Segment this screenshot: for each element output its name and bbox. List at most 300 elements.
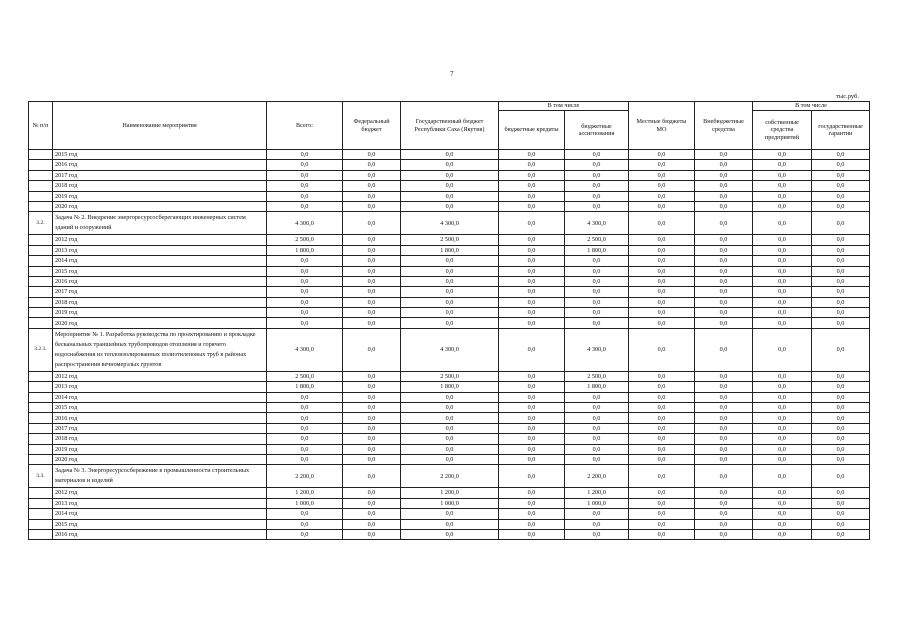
value-cell: 0,0: [343, 201, 401, 211]
value-cell: 0,0: [695, 519, 753, 529]
value-cell: 0,0: [629, 403, 695, 413]
value-cell: 0,0: [753, 276, 812, 286]
value-cell: 0,0: [695, 170, 753, 180]
row-number: [29, 382, 53, 392]
row-number: [29, 403, 53, 413]
value-cell: 0,0: [812, 519, 870, 529]
table-row: [29, 287, 870, 297]
value-cell: 0,0: [695, 235, 753, 245]
value-cell: 0,0: [695, 212, 753, 235]
row-number: [29, 266, 53, 276]
value-cell: 0,0: [753, 413, 812, 423]
row-number: [29, 245, 53, 255]
value-cell: 0,0: [565, 519, 629, 529]
value-cell: 0,0: [401, 444, 499, 454]
value-cell: 0,0: [629, 297, 695, 307]
value-cell: 0,0: [753, 488, 812, 498]
value-cell: 0,0: [565, 308, 629, 318]
row-name: 2014 год: [53, 256, 267, 266]
value-cell: 0,0: [753, 328, 812, 371]
value-cell: 0,0: [499, 245, 565, 255]
value-cell: 0,0: [629, 308, 695, 318]
table-row: [29, 488, 870, 498]
value-cell: 0,0: [343, 318, 401, 328]
value-cell: 0,0: [499, 403, 565, 413]
value-cell: 0,0: [812, 403, 870, 413]
value-cell: 0,0: [695, 318, 753, 328]
value-cell: 0,0: [343, 382, 401, 392]
header-republic: Государственный бюджет Республики Саха (Якутия): [401, 102, 499, 150]
row-name: 2019 год: [53, 191, 267, 201]
table-row: [29, 201, 870, 211]
value-cell: 0,0: [343, 235, 401, 245]
row-name: 2016 год: [53, 276, 267, 286]
value-cell: 0,0: [565, 529, 629, 539]
value-cell: 1 800,0: [565, 382, 629, 392]
value-cell: 0,0: [753, 201, 812, 211]
value-cell: 0,0: [499, 266, 565, 276]
value-cell: 0,0: [753, 403, 812, 413]
value-cell: 0,0: [499, 276, 565, 286]
value-cell: 0,0: [629, 423, 695, 433]
value-cell: 0,0: [753, 444, 812, 454]
row-number: [29, 509, 53, 519]
value-cell: 0,0: [401, 403, 499, 413]
value-cell: 2 500,0: [401, 235, 499, 245]
value-cell: 0,0: [812, 191, 870, 201]
value-cell: 0,0: [267, 423, 343, 433]
row-number: [29, 297, 53, 307]
value-cell: 0,0: [753, 297, 812, 307]
value-cell: 0,0: [401, 170, 499, 180]
value-cell: 0,0: [812, 529, 870, 539]
row-number: [29, 191, 53, 201]
table-row: [29, 371, 870, 381]
value-cell: 0,0: [499, 498, 565, 508]
value-cell: 0,0: [499, 423, 565, 433]
table-row: [29, 434, 870, 444]
table-row: [29, 403, 870, 413]
value-cell: 0,0: [812, 256, 870, 266]
value-cell: 2 500,0: [267, 371, 343, 381]
header-allocations: бюджетные ассигнования: [565, 111, 629, 150]
value-cell: 0,0: [629, 465, 695, 488]
value-cell: 0,0: [343, 498, 401, 508]
value-cell: 0,0: [565, 266, 629, 276]
header-credits: бюджетные кредиты: [499, 111, 565, 150]
value-cell: 1 800,0: [401, 245, 499, 255]
value-cell: 0,0: [629, 413, 695, 423]
value-cell: 0,0: [401, 423, 499, 433]
value-cell: 0,0: [753, 170, 812, 180]
value-cell: 0,0: [267, 454, 343, 464]
header-including-1: В том числе: [499, 102, 629, 111]
row-name: 2020 год: [53, 454, 267, 464]
row-name: 2013 год: [53, 245, 267, 255]
value-cell: 0,0: [267, 170, 343, 180]
table-row: [29, 150, 870, 160]
value-cell: 0,0: [343, 371, 401, 381]
value-cell: 1 000,0: [267, 498, 343, 508]
value-cell: 0,0: [812, 454, 870, 464]
value-cell: 0,0: [565, 297, 629, 307]
value-cell: 0,0: [753, 434, 812, 444]
value-cell: 0,0: [343, 465, 401, 488]
table-row: [29, 245, 870, 255]
value-cell: 0,0: [812, 235, 870, 245]
table-row: [29, 382, 870, 392]
value-cell: 0,0: [695, 444, 753, 454]
value-cell: 0,0: [343, 150, 401, 160]
row-number: [29, 287, 53, 297]
value-cell: 0,0: [267, 201, 343, 211]
row-name: 2015 год: [53, 403, 267, 413]
value-cell: 0,0: [753, 308, 812, 318]
value-cell: 0,0: [753, 519, 812, 529]
value-cell: 4 300,0: [565, 212, 629, 235]
value-cell: 0,0: [267, 318, 343, 328]
table-row: [29, 529, 870, 539]
value-cell: 0,0: [499, 297, 565, 307]
value-cell: 0,0: [343, 392, 401, 402]
value-cell: 0,0: [695, 509, 753, 519]
value-cell: 0,0: [812, 413, 870, 423]
row-name: 2014 год: [53, 509, 267, 519]
table-row: [29, 498, 870, 508]
row-number: 3.3.: [29, 465, 53, 488]
value-cell: 0,0: [812, 201, 870, 211]
value-cell: 0,0: [753, 212, 812, 235]
value-cell: 0,0: [401, 454, 499, 464]
value-cell: 0,0: [695, 392, 753, 402]
value-cell: 0,0: [812, 392, 870, 402]
value-cell: 0,0: [812, 212, 870, 235]
value-cell: 0,0: [499, 519, 565, 529]
table-row: [29, 181, 870, 191]
row-number: [29, 170, 53, 180]
table-row: [29, 191, 870, 201]
value-cell: 0,0: [343, 160, 401, 170]
value-cell: 0,0: [499, 454, 565, 464]
header-federal: Федеральный бюджет: [343, 102, 401, 150]
value-cell: 0,0: [565, 444, 629, 454]
row-number: [29, 256, 53, 266]
row-name: 2015 год: [53, 266, 267, 276]
value-cell: 0,0: [565, 434, 629, 444]
value-cell: 0,0: [267, 181, 343, 191]
value-cell: 0,0: [565, 160, 629, 170]
value-cell: 0,0: [629, 434, 695, 444]
value-cell: 0,0: [565, 454, 629, 464]
value-cell: 0,0: [753, 160, 812, 170]
value-cell: 0,0: [812, 371, 870, 381]
value-cell: 0,0: [343, 191, 401, 201]
value-cell: 0,0: [753, 465, 812, 488]
value-cell: 1 000,0: [565, 498, 629, 508]
value-cell: 0,0: [695, 287, 753, 297]
row-name: Задача № 3. Энергоресурсосбережение в промышленности строительных материалов и изделий: [53, 465, 267, 488]
value-cell: 0,0: [401, 191, 499, 201]
table-row: [29, 318, 870, 328]
value-cell: 0,0: [343, 308, 401, 318]
row-number: 3.2.: [29, 212, 53, 235]
table-row: [29, 509, 870, 519]
value-cell: 0,0: [565, 318, 629, 328]
value-cell: 0,0: [812, 509, 870, 519]
row-number: [29, 423, 53, 433]
value-cell: 4 300,0: [401, 328, 499, 371]
value-cell: 0,0: [499, 318, 565, 328]
value-cell: 0,0: [267, 256, 343, 266]
value-cell: 0,0: [812, 150, 870, 160]
table-row: [29, 276, 870, 286]
value-cell: 0,0: [812, 181, 870, 191]
value-cell: 0,0: [267, 392, 343, 402]
value-cell: 0,0: [753, 392, 812, 402]
value-cell: 0,0: [753, 371, 812, 381]
table-body: [29, 150, 870, 540]
value-cell: 0,0: [629, 191, 695, 201]
value-cell: 0,0: [499, 509, 565, 519]
value-cell: 0,0: [401, 276, 499, 286]
row-name: 2014 год: [53, 392, 267, 402]
value-cell: 0,0: [695, 465, 753, 488]
value-cell: 0,0: [753, 509, 812, 519]
value-cell: 1 000,0: [401, 498, 499, 508]
row-number: 3.2.1.: [29, 328, 53, 371]
value-cell: 0,0: [343, 276, 401, 286]
value-cell: 4 300,0: [267, 328, 343, 371]
table-row: [29, 423, 870, 433]
row-name: Задача № 2. Внедрение энергоресурсосберегающих инженерных систем зданий и сооружений: [53, 212, 267, 235]
value-cell: 0,0: [812, 328, 870, 371]
value-cell: 0,0: [753, 245, 812, 255]
value-cell: 0,0: [343, 509, 401, 519]
value-cell: 0,0: [812, 245, 870, 255]
task-row: [29, 212, 870, 235]
value-cell: 0,0: [695, 201, 753, 211]
table-row: [29, 392, 870, 402]
value-cell: 0,0: [267, 529, 343, 539]
value-cell: 0,0: [499, 181, 565, 191]
value-cell: 0,0: [267, 297, 343, 307]
table-row: [29, 235, 870, 245]
value-cell: 0,0: [753, 256, 812, 266]
row-name: 2019 год: [53, 444, 267, 454]
value-cell: 0,0: [629, 519, 695, 529]
value-cell: 0,0: [499, 413, 565, 423]
value-cell: 0,0: [812, 287, 870, 297]
value-cell: 2 200,0: [565, 465, 629, 488]
value-cell: 0,0: [812, 488, 870, 498]
value-cell: 0,0: [629, 498, 695, 508]
value-cell: 0,0: [629, 529, 695, 539]
value-cell: 0,0: [753, 181, 812, 191]
row-name: 2018 год: [53, 181, 267, 191]
value-cell: 0,0: [401, 287, 499, 297]
value-cell: 0,0: [565, 191, 629, 201]
value-cell: 0,0: [343, 423, 401, 433]
row-number: [29, 160, 53, 170]
value-cell: 0,0: [753, 235, 812, 245]
value-cell: 0,0: [629, 170, 695, 180]
value-cell: 0,0: [267, 150, 343, 160]
value-cell: 0,0: [753, 529, 812, 539]
value-cell: 0,0: [499, 328, 565, 371]
value-cell: 0,0: [629, 371, 695, 381]
row-number: [29, 413, 53, 423]
header-guarantees: государственные гарантии: [812, 111, 870, 150]
row-name: 2016 год: [53, 529, 267, 539]
value-cell: 0,0: [343, 297, 401, 307]
row-name: 2012 год: [53, 235, 267, 245]
value-cell: 0,0: [401, 308, 499, 318]
value-cell: 0,0: [565, 170, 629, 180]
value-cell: 0,0: [695, 266, 753, 276]
value-cell: 0,0: [565, 403, 629, 413]
row-number: [29, 371, 53, 381]
value-cell: 0,0: [499, 488, 565, 498]
value-cell: 0,0: [401, 160, 499, 170]
value-cell: 0,0: [812, 444, 870, 454]
value-cell: 0,0: [401, 519, 499, 529]
value-cell: 0,0: [629, 160, 695, 170]
table-row: [29, 160, 870, 170]
table-row: [29, 519, 870, 529]
value-cell: 0,0: [267, 287, 343, 297]
value-cell: 0,0: [812, 318, 870, 328]
value-cell: 2 500,0: [565, 235, 629, 245]
table-row: [29, 266, 870, 276]
header-num: № п/п: [29, 102, 53, 150]
row-number: [29, 519, 53, 529]
row-name: 2012 год: [53, 488, 267, 498]
value-cell: 0,0: [753, 191, 812, 201]
value-cell: 0,0: [401, 150, 499, 160]
value-cell: 1 800,0: [267, 382, 343, 392]
value-cell: 1 200,0: [565, 488, 629, 498]
value-cell: 0,0: [343, 434, 401, 444]
value-cell: 0,0: [695, 382, 753, 392]
value-cell: 0,0: [499, 201, 565, 211]
value-cell: 0,0: [401, 509, 499, 519]
value-cell: 0,0: [812, 423, 870, 433]
task-row: [29, 465, 870, 488]
value-cell: 0,0: [812, 170, 870, 180]
value-cell: 0,0: [629, 392, 695, 402]
value-cell: 0,0: [695, 371, 753, 381]
value-cell: 0,0: [499, 287, 565, 297]
header-including-2: В том числе: [753, 102, 870, 111]
row-number: [29, 454, 53, 464]
value-cell: 0,0: [753, 287, 812, 297]
value-cell: 0,0: [753, 266, 812, 276]
value-cell: 0,0: [629, 245, 695, 255]
value-cell: 0,0: [401, 529, 499, 539]
value-cell: 1 800,0: [401, 382, 499, 392]
row-number: [29, 498, 53, 508]
value-cell: 0,0: [812, 498, 870, 508]
value-cell: 0,0: [695, 413, 753, 423]
value-cell: 0,0: [753, 150, 812, 160]
value-cell: 0,0: [629, 318, 695, 328]
value-cell: 0,0: [565, 413, 629, 423]
value-cell: 0,0: [753, 382, 812, 392]
row-number: [29, 318, 53, 328]
row-name: 2016 год: [53, 413, 267, 423]
value-cell: 2 500,0: [565, 371, 629, 381]
value-cell: 0,0: [695, 256, 753, 266]
value-cell: 0,0: [629, 235, 695, 245]
value-cell: 0,0: [695, 276, 753, 286]
value-cell: 0,0: [812, 465, 870, 488]
value-cell: 0,0: [401, 256, 499, 266]
row-name: 2013 год: [53, 498, 267, 508]
value-cell: 2 200,0: [401, 465, 499, 488]
row-number: [29, 488, 53, 498]
value-cell: 0,0: [695, 150, 753, 160]
value-cell: 0,0: [343, 454, 401, 464]
value-cell: 0,0: [343, 519, 401, 529]
value-cell: 0,0: [565, 276, 629, 286]
row-number: [29, 444, 53, 454]
value-cell: 0,0: [499, 529, 565, 539]
row-number: [29, 392, 53, 402]
value-cell: 0,0: [565, 150, 629, 160]
value-cell: 0,0: [401, 201, 499, 211]
value-cell: 0,0: [267, 413, 343, 423]
row-name: 2015 год: [53, 150, 267, 160]
value-cell: 0,0: [753, 423, 812, 433]
value-cell: 2 500,0: [401, 371, 499, 381]
value-cell: 0,0: [629, 444, 695, 454]
value-cell: 0,0: [695, 297, 753, 307]
value-cell: 0,0: [695, 160, 753, 170]
value-cell: 0,0: [695, 181, 753, 191]
value-cell: 0,0: [565, 392, 629, 402]
value-cell: 0,0: [695, 308, 753, 318]
value-cell: 0,0: [629, 328, 695, 371]
value-cell: 1 200,0: [401, 488, 499, 498]
row-number: [29, 434, 53, 444]
value-cell: 0,0: [753, 498, 812, 508]
table-row: [29, 413, 870, 423]
value-cell: 0,0: [267, 191, 343, 201]
value-cell: 0,0: [753, 454, 812, 464]
value-cell: 0,0: [499, 444, 565, 454]
value-cell: 0,0: [695, 328, 753, 371]
value-cell: 0,0: [629, 212, 695, 235]
value-cell: 0,0: [695, 245, 753, 255]
value-cell: 0,0: [629, 181, 695, 191]
row-name: 2015 год: [53, 519, 267, 529]
value-cell: 0,0: [629, 488, 695, 498]
value-cell: 0,0: [629, 256, 695, 266]
row-name: 2013 год: [53, 382, 267, 392]
value-cell: 0,0: [343, 212, 401, 235]
value-cell: 0,0: [499, 371, 565, 381]
value-cell: 0,0: [565, 256, 629, 266]
value-cell: 0,0: [629, 276, 695, 286]
value-cell: 0,0: [267, 403, 343, 413]
value-cell: 0,0: [499, 382, 565, 392]
value-cell: 0,0: [565, 287, 629, 297]
value-cell: 0,0: [695, 529, 753, 539]
value-cell: 0,0: [695, 454, 753, 464]
value-cell: 0,0: [267, 519, 343, 529]
row-name: 2020 год: [53, 318, 267, 328]
row-name: 2012 год: [53, 371, 267, 381]
